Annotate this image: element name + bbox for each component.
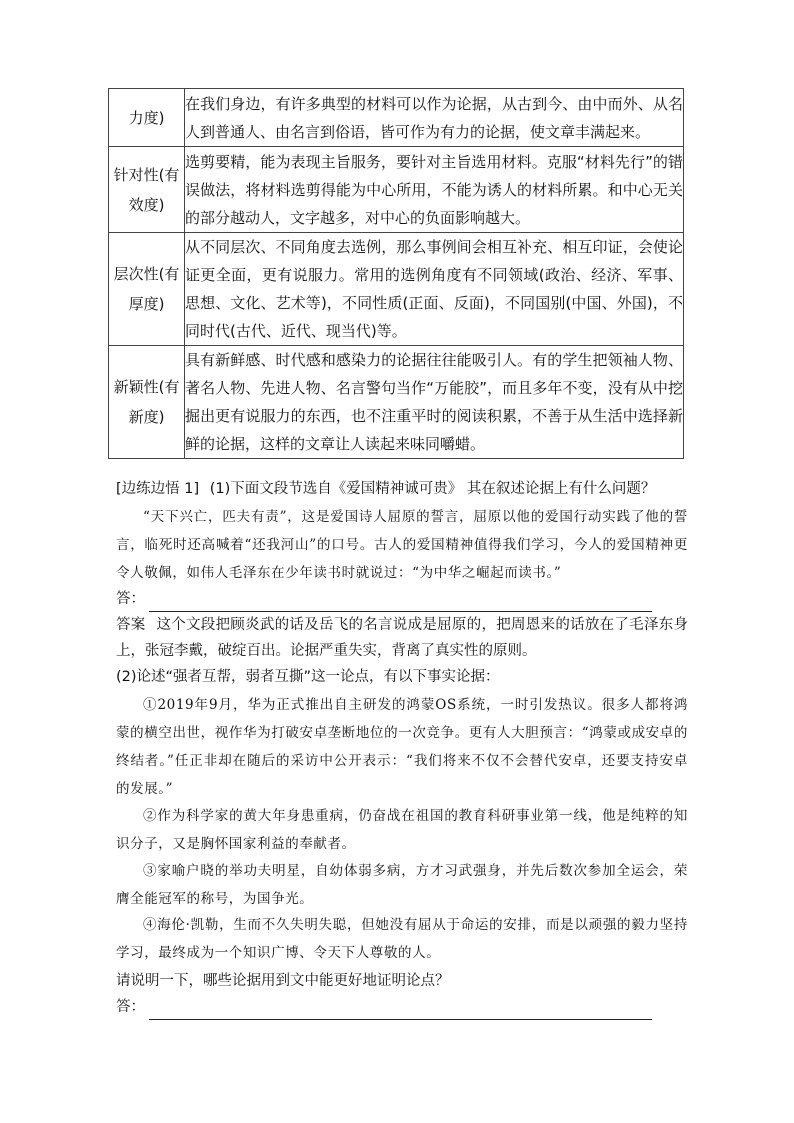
criteria-label <box>109 233 185 346</box>
question-text: (1)下面文段节选自《爱国精神诚可贵》 其在叙述论据上有什么问题？ <box>209 481 656 497</box>
criteria-text: 具有新鲜感、时代感和感染力的论据往往能吸引人。有的学生把领袖人物、著名人物、先进人物、名言警句当作“万能胶”，而且多年不变，没有从中挖掘出更有说服力的东西，也不注重平时的阅读积累，不善于从生活中选择新鲜的论据，这样的文章让人读起来味同嚼蜡。 <box>185 346 684 459</box>
table-row <box>109 346 684 459</box>
criteria-label-line: 针对性(有 <box>113 165 180 184</box>
criteria-text: 选剪要精，能为表现主旨服务，要针对主旨选用材料。克服“材料先行”的错误做法，将材料选剪得能为中心所用，不能为诱人的材料所累。和中心无关的部分越动人，文字越多，对中心的负面影响越大。 <box>185 147 684 233</box>
criteria-label <box>109 346 185 459</box>
table-row <box>109 147 684 233</box>
answer-prompt: 答： <box>116 591 145 607</box>
answer-input-line[interactable] <box>149 1003 652 1020</box>
criteria-label <box>109 89 185 147</box>
evidence-item-1: ①2019年9月，华为正式推出自主研发的鸿蒙OS系统，一时引发热议。很多人都将鸿蒙的横空出世，视作华为打破安卓垄断地位的一次竞争。更有人大胆预言：“鸿蒙或成安卓的终结者。”任正非却在随后的采访中公开表示：“我们将来不仅不会替代安卓，还要支持安卓的发展。” <box>116 697 688 797</box>
exercise-tag: [边练边悟 1] <box>116 481 200 497</box>
criteria-label-line: 新颖性(有 <box>113 378 180 396</box>
criteria-label-line: 效度) <box>128 195 165 214</box>
exercise-question-2: (2)论述“强者互帮，弱者互撕”这一论点，有以下事实论据： <box>116 669 500 685</box>
answer-prompt: 答： <box>116 999 145 1015</box>
evidence-item-3: ③家喻户晓的举功夫明星，自幼体弱多病，方才习武强身，并先后数次参加全运会，荣膺全能冠军的称号，为国争光。 <box>116 863 688 907</box>
answer-text: 这个文段把顾炎武的话及岳飞的名言说成是屈原的，把周恩来的话放在了毛泽东身上，张冠李戴，破绽百出。论据严重失实，背离了真实性的原则。 <box>116 617 689 659</box>
answer-input-line[interactable] <box>149 595 652 612</box>
criteria-label-line: 厚度) <box>128 295 165 313</box>
answer-line-1 <box>116 586 688 612</box>
answer-block <box>116 612 688 664</box>
exercise-question-1 <box>116 476 688 502</box>
criteria-label-line: 层次性(有 <box>113 265 180 283</box>
answer-label: 答案 <box>116 617 146 633</box>
table-row <box>109 89 684 147</box>
follow-up-question: 请说明一下，哪些论据用到文中能更好地证明论点？ <box>116 973 450 989</box>
criteria-label-line: 新度) <box>128 408 165 426</box>
criteria-text: 从不同层次、不同角度去选例，那么事例间会相互补充、相互印证，会使论证更全面，更有说服力。常用的选例角度有不同领域(政治、经济、军事、思想、文化、艺术等)，不同性质(正面、反面)，不同国别(中国、外国)，不同时代(古代、近代、现当代)等。 <box>185 233 684 346</box>
table-row <box>109 233 684 346</box>
criteria-label <box>109 147 185 233</box>
evidence-item-2: ②作为科学家的黄大年身患重病，仍奋战在祖国的教育科研事业第一线，他是纯粹的知识分子，又是胸怀国家利益的奉献者。 <box>116 808 688 852</box>
criteria-table <box>108 88 684 459</box>
criteria-label-line: 力度) <box>128 108 165 127</box>
answer-line-2 <box>116 994 688 1020</box>
evidence-item-4: ④海伦·凯勒，生而不久失明失聪，但她没有屈从于命运的安排，而是以顽强的毅力坚持学习，最终成为一个知识广博、令天下人尊敬的人。 <box>116 917 688 961</box>
quoted-passage: “天下兴亡，匹夫有责”，这是爱国诗人屈原的誓言，屈原以他的爱国行动实践了他的誓言，临死时还高喊着“还我河山”的口号。古人的爱国精神值得我们学习，今人的爱国精神更令人敬佩，如伟人毛泽东在少年读书时就说过：“为中华之崛起而读书。” <box>116 509 688 581</box>
criteria-text: 在我们身边，有许多典型的材料可以作为论据，从古到今、由中而外、从名人到普通人、由名言到俗语，皆可作为有力的论据，使文章丰满起来。 <box>185 89 684 147</box>
